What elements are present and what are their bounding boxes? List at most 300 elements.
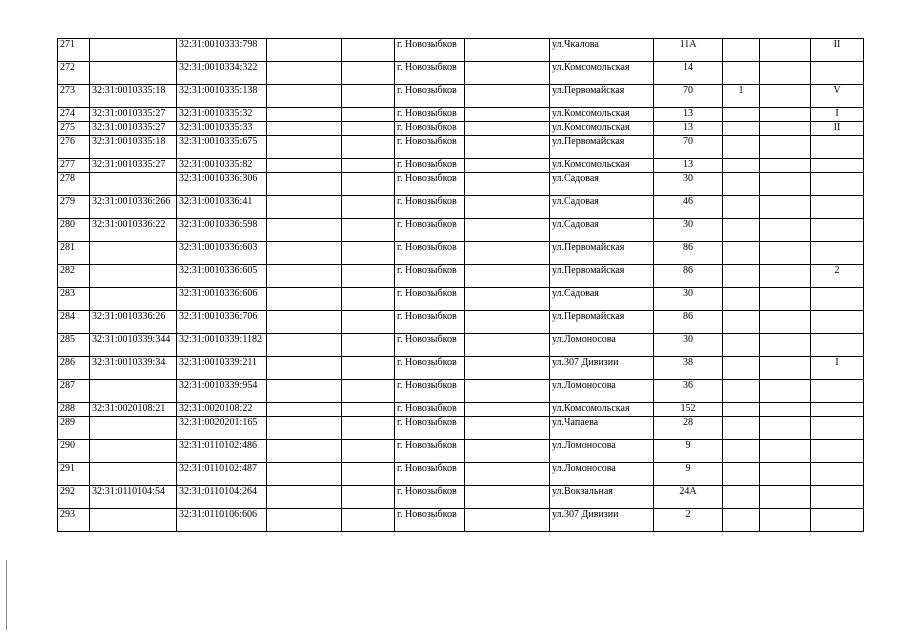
- marker-cell: [723, 196, 760, 219]
- cadastral-number-cell: 32:31:0010339:1182: [177, 334, 267, 357]
- house-number-cell: 13: [654, 108, 723, 122]
- house-number-cell: 24А: [654, 486, 723, 509]
- marker-cell: [723, 463, 760, 486]
- category-cell: [811, 196, 864, 219]
- parent-cadastral-cell: 32:31:0010335:27: [90, 122, 177, 136]
- empty-cell-10: [760, 417, 811, 440]
- cadastral-number-cell: 32:31:0010339:211: [177, 357, 267, 380]
- row-number-cell: 286: [58, 357, 90, 380]
- table-row: [58, 463, 864, 486]
- city-cell: г. Новозыбков: [395, 440, 465, 463]
- house-number-cell: 86: [654, 242, 723, 265]
- empty-cell-6: [465, 108, 550, 122]
- city-cell: г. Новозыбков: [395, 85, 465, 108]
- empty-cell-4: [342, 486, 395, 509]
- house-number-cell: 9: [654, 440, 723, 463]
- empty-cell-6: [465, 311, 550, 334]
- cadastral-number-cell: 32:31:0010336:598: [177, 219, 267, 242]
- empty-cell-6: [465, 196, 550, 219]
- house-number-cell: 14: [654, 62, 723, 85]
- marker-cell: [723, 265, 760, 288]
- marker-cell: [723, 311, 760, 334]
- empty-cell-6: [465, 219, 550, 242]
- street-cell: ул.Вокзальная: [550, 486, 654, 509]
- house-number-cell: 70: [654, 85, 723, 108]
- table-row: [58, 403, 864, 417]
- marker-cell: 1: [723, 85, 760, 108]
- empty-cell-3: [267, 486, 342, 509]
- cadastral-number-cell: 32:31:0010339:954: [177, 380, 267, 403]
- category-cell: [811, 242, 864, 265]
- city-cell: г. Новозыбков: [395, 403, 465, 417]
- empty-cell-4: [342, 265, 395, 288]
- city-cell: г. Новозыбков: [395, 380, 465, 403]
- marker-cell: [723, 242, 760, 265]
- parent-cadastral-cell: 32:31:0010339:34: [90, 357, 177, 380]
- table-row: [58, 242, 864, 265]
- city-cell: г. Новозыбков: [395, 108, 465, 122]
- category-cell: V: [811, 85, 864, 108]
- empty-cell-3: [267, 196, 342, 219]
- parent-cadastral-cell: [90, 62, 177, 85]
- street-cell: ул.Ломоносова: [550, 463, 654, 486]
- category-cell: [811, 219, 864, 242]
- empty-cell-6: [465, 440, 550, 463]
- empty-cell-6: [465, 509, 550, 532]
- table-row: [58, 334, 864, 357]
- table-row: [58, 159, 864, 173]
- cadastral-number-cell: 32:31:0010335:82: [177, 159, 267, 173]
- marker-cell: [723, 417, 760, 440]
- house-number-cell: 36: [654, 380, 723, 403]
- street-cell: ул.Садовая: [550, 288, 654, 311]
- category-cell: [811, 136, 864, 159]
- category-cell: I: [811, 357, 864, 380]
- empty-cell-3: [267, 39, 342, 62]
- empty-cell-10: [760, 440, 811, 463]
- empty-cell-3: [267, 62, 342, 85]
- marker-cell: [723, 159, 760, 173]
- category-cell: [811, 62, 864, 85]
- parent-cadastral-cell: [90, 173, 177, 196]
- marker-cell: [723, 403, 760, 417]
- cadastral-number-cell: 32:31:0010336:605: [177, 265, 267, 288]
- row-number-cell: 292: [58, 486, 90, 509]
- empty-cell-3: [267, 265, 342, 288]
- empty-cell-6: [465, 122, 550, 136]
- row-number-cell: 284: [58, 311, 90, 334]
- row-number-cell: 272: [58, 62, 90, 85]
- empty-cell-10: [760, 196, 811, 219]
- street-cell: ул.Ломоносова: [550, 334, 654, 357]
- table-row: [58, 39, 864, 62]
- category-cell: [811, 417, 864, 440]
- empty-cell-10: [760, 463, 811, 486]
- marker-cell: [723, 288, 760, 311]
- house-number-cell: 38: [654, 357, 723, 380]
- street-cell: ул.307 Дивизии: [550, 357, 654, 380]
- empty-cell-3: [267, 219, 342, 242]
- table-row: [58, 122, 864, 136]
- empty-cell-4: [342, 219, 395, 242]
- city-cell: г. Новозыбков: [395, 219, 465, 242]
- street-cell: ул.Первомайская: [550, 311, 654, 334]
- empty-cell-10: [760, 122, 811, 136]
- empty-cell-6: [465, 265, 550, 288]
- empty-cell-10: [760, 334, 811, 357]
- row-number-cell: 293: [58, 509, 90, 532]
- city-cell: г. Новозыбков: [395, 509, 465, 532]
- category-cell: [811, 403, 864, 417]
- empty-cell-6: [465, 62, 550, 85]
- cadastral-number-cell: 32:31:0010335:138: [177, 85, 267, 108]
- cadastral-number-cell: 32:31:0010336:706: [177, 311, 267, 334]
- parent-cadastral-cell: 32:31:0010336:26: [90, 311, 177, 334]
- city-cell: г. Новозыбков: [395, 136, 465, 159]
- empty-cell-10: [760, 242, 811, 265]
- empty-cell-6: [465, 288, 550, 311]
- row-number-cell: 282: [58, 265, 90, 288]
- cadastral-number-cell: 32:31:0010336:606: [177, 288, 267, 311]
- house-number-cell: 30: [654, 334, 723, 357]
- row-number-cell: 283: [58, 288, 90, 311]
- street-cell: ул.Комсомольская: [550, 62, 654, 85]
- house-number-cell: 30: [654, 288, 723, 311]
- empty-cell-10: [760, 219, 811, 242]
- empty-cell-6: [465, 85, 550, 108]
- row-number-cell: 288: [58, 403, 90, 417]
- category-cell: [811, 311, 864, 334]
- cadastral-number-cell: 32:31:0010336:306: [177, 173, 267, 196]
- marker-cell: [723, 62, 760, 85]
- parent-cadastral-cell: 32:31:0110104:54: [90, 486, 177, 509]
- row-number-cell: 289: [58, 417, 90, 440]
- empty-cell-10: [760, 311, 811, 334]
- table-row: [58, 486, 864, 509]
- parent-cadastral-cell: [90, 288, 177, 311]
- street-cell: ул.Комсомольская: [550, 159, 654, 173]
- empty-cell-3: [267, 159, 342, 173]
- empty-cell-3: [267, 417, 342, 440]
- empty-cell-6: [465, 417, 550, 440]
- empty-cell-10: [760, 265, 811, 288]
- row-number-cell: 281: [58, 242, 90, 265]
- row-number-cell: 277: [58, 159, 90, 173]
- empty-cell-3: [267, 357, 342, 380]
- row-number-cell: 276: [58, 136, 90, 159]
- parent-cadastral-cell: 32:31:0010336:266: [90, 196, 177, 219]
- house-number-cell: 2: [654, 509, 723, 532]
- parent-cadastral-cell: [90, 440, 177, 463]
- empty-cell-4: [342, 62, 395, 85]
- city-cell: г. Новозыбков: [395, 122, 465, 136]
- empty-cell-3: [267, 334, 342, 357]
- empty-cell-4: [342, 357, 395, 380]
- street-cell: ул.Комсомольская: [550, 122, 654, 136]
- empty-cell-10: [760, 85, 811, 108]
- marker-cell: [723, 486, 760, 509]
- empty-cell-4: [342, 380, 395, 403]
- empty-cell-6: [465, 173, 550, 196]
- cadastral-number-cell: 32:31:0020108:22: [177, 403, 267, 417]
- category-cell: [811, 486, 864, 509]
- marker-cell: [723, 219, 760, 242]
- empty-cell-4: [342, 509, 395, 532]
- empty-cell-10: [760, 39, 811, 62]
- row-number-cell: 278: [58, 173, 90, 196]
- empty-cell-4: [342, 173, 395, 196]
- row-number-cell: 279: [58, 196, 90, 219]
- empty-cell-4: [342, 440, 395, 463]
- marker-cell: [723, 357, 760, 380]
- table-row: [58, 265, 864, 288]
- city-cell: г. Новозыбков: [395, 288, 465, 311]
- row-number-cell: 271: [58, 39, 90, 62]
- table-row: [58, 288, 864, 311]
- marker-cell: [723, 440, 760, 463]
- parent-cadastral-cell: 32:31:0010335:18: [90, 85, 177, 108]
- empty-cell-3: [267, 108, 342, 122]
- street-cell: ул.Комсомольская: [550, 108, 654, 122]
- marker-cell: [723, 108, 760, 122]
- street-cell: ул.Садовая: [550, 219, 654, 242]
- empty-cell-4: [342, 108, 395, 122]
- city-cell: г. Новозыбков: [395, 486, 465, 509]
- category-cell: [811, 380, 864, 403]
- house-number-cell: 86: [654, 265, 723, 288]
- empty-cell-6: [465, 159, 550, 173]
- empty-cell-6: [465, 136, 550, 159]
- table-row: [58, 440, 864, 463]
- category-cell: [811, 463, 864, 486]
- empty-cell-10: [760, 108, 811, 122]
- parent-cadastral-cell: 32:31:0010335:18: [90, 136, 177, 159]
- street-cell: ул.Чкалова: [550, 39, 654, 62]
- street-cell: ул.Первомайская: [550, 242, 654, 265]
- cadastral-number-cell: 32:31:0010336:41: [177, 196, 267, 219]
- parent-cadastral-cell: [90, 265, 177, 288]
- empty-cell-10: [760, 509, 811, 532]
- empty-cell-4: [342, 39, 395, 62]
- empty-cell-6: [465, 403, 550, 417]
- category-cell: I: [811, 108, 864, 122]
- table-row: [58, 108, 864, 122]
- empty-cell-6: [465, 463, 550, 486]
- marker-cell: [723, 39, 760, 62]
- marker-cell: [723, 122, 760, 136]
- cadastral-number-cell: 32:31:0110104:264: [177, 486, 267, 509]
- street-cell: ул.307 Дивизии: [550, 509, 654, 532]
- empty-cell-3: [267, 173, 342, 196]
- parent-cadastral-cell: 32:31:0010335:27: [90, 159, 177, 173]
- register-table-body: [58, 39, 864, 532]
- parent-cadastral-cell: 32:31:0010336:22: [90, 219, 177, 242]
- empty-cell-6: [465, 357, 550, 380]
- empty-cell-4: [342, 334, 395, 357]
- table-row: [58, 85, 864, 108]
- street-cell: ул.Ломоносова: [550, 380, 654, 403]
- cadastral-number-cell: 32:31:0010336:603: [177, 242, 267, 265]
- table-row: [58, 219, 864, 242]
- table-row: [58, 380, 864, 403]
- cadastral-number-cell: 32:31:0010335:32: [177, 108, 267, 122]
- empty-cell-4: [342, 417, 395, 440]
- house-number-cell: 13: [654, 122, 723, 136]
- table-row: [58, 417, 864, 440]
- house-number-cell: 86: [654, 311, 723, 334]
- house-number-cell: 30: [654, 173, 723, 196]
- house-number-cell: 28: [654, 417, 723, 440]
- cadastral-number-cell: 32:31:0010335:675: [177, 136, 267, 159]
- parent-cadastral-cell: 32:31:0010339:344: [90, 334, 177, 357]
- table-row: [58, 173, 864, 196]
- category-cell: II: [811, 122, 864, 136]
- category-cell: 2: [811, 265, 864, 288]
- parent-cadastral-cell: [90, 417, 177, 440]
- empty-cell-4: [342, 136, 395, 159]
- cadastral-number-cell: 32:31:0020201:165: [177, 417, 267, 440]
- parent-cadastral-cell: 32:31:0020108:21: [90, 403, 177, 417]
- empty-cell-4: [342, 311, 395, 334]
- marker-cell: [723, 509, 760, 532]
- street-cell: ул.Садовая: [550, 196, 654, 219]
- parent-cadastral-cell: [90, 463, 177, 486]
- table-row: [58, 62, 864, 85]
- empty-cell-6: [465, 334, 550, 357]
- row-number-cell: 291: [58, 463, 90, 486]
- empty-cell-6: [465, 242, 550, 265]
- city-cell: г. Новозыбков: [395, 334, 465, 357]
- table-row: [58, 196, 864, 219]
- empty-cell-3: [267, 288, 342, 311]
- empty-cell-4: [342, 242, 395, 265]
- street-cell: ул.Первомайская: [550, 265, 654, 288]
- house-number-cell: 13: [654, 159, 723, 173]
- category-cell: [811, 334, 864, 357]
- street-cell: ул.Чапаева: [550, 417, 654, 440]
- row-number-cell: 285: [58, 334, 90, 357]
- empty-cell-3: [267, 380, 342, 403]
- street-cell: ул.Садовая: [550, 173, 654, 196]
- parent-cadastral-cell: [90, 242, 177, 265]
- city-cell: г. Новозыбков: [395, 62, 465, 85]
- table-row: [58, 357, 864, 380]
- row-number-cell: 275: [58, 122, 90, 136]
- table-row: [58, 136, 864, 159]
- empty-cell-3: [267, 122, 342, 136]
- parent-cadastral-cell: 32:31:0010335:27: [90, 108, 177, 122]
- cadastral-number-cell: 32:31:0110102:487: [177, 463, 267, 486]
- table-row: [58, 509, 864, 532]
- empty-cell-4: [342, 159, 395, 173]
- cadastral-number-cell: 32:31:0010334:322: [177, 62, 267, 85]
- empty-cell-3: [267, 242, 342, 265]
- street-cell: ул.Первомайская: [550, 85, 654, 108]
- city-cell: г. Новозыбков: [395, 242, 465, 265]
- empty-cell-10: [760, 159, 811, 173]
- city-cell: г. Новозыбков: [395, 173, 465, 196]
- cadastral-number-cell: 32:31:0110106:606: [177, 509, 267, 532]
- city-cell: г. Новозыбков: [395, 39, 465, 62]
- marker-cell: [723, 136, 760, 159]
- empty-cell-4: [342, 85, 395, 108]
- city-cell: г. Новозыбков: [395, 311, 465, 334]
- house-number-cell: 30: [654, 219, 723, 242]
- cadastral-number-cell: 32:31:0010335:33: [177, 122, 267, 136]
- empty-cell-4: [342, 196, 395, 219]
- empty-cell-10: [760, 357, 811, 380]
- category-cell: [811, 509, 864, 532]
- parent-cadastral-cell: [90, 380, 177, 403]
- empty-cell-3: [267, 463, 342, 486]
- parent-cadastral-cell: [90, 39, 177, 62]
- empty-cell-6: [465, 486, 550, 509]
- street-cell: ул.Первомайская: [550, 136, 654, 159]
- row-number-cell: 290: [58, 440, 90, 463]
- empty-cell-4: [342, 288, 395, 311]
- city-cell: г. Новозыбков: [395, 265, 465, 288]
- empty-cell-6: [465, 380, 550, 403]
- empty-cell-4: [342, 463, 395, 486]
- parent-cadastral-cell: [90, 509, 177, 532]
- empty-cell-10: [760, 380, 811, 403]
- table-row: [58, 311, 864, 334]
- street-cell: ул.Комсомольская: [550, 403, 654, 417]
- cadastral-number-cell: 32:31:0110102:486: [177, 440, 267, 463]
- city-cell: г. Новозыбков: [395, 196, 465, 219]
- house-number-cell: 46: [654, 196, 723, 219]
- city-cell: г. Новозыбков: [395, 357, 465, 380]
- category-cell: [811, 173, 864, 196]
- row-number-cell: 273: [58, 85, 90, 108]
- scan-margin-mark: [6, 560, 7, 630]
- city-cell: г. Новозыбков: [395, 463, 465, 486]
- category-cell: [811, 159, 864, 173]
- empty-cell-10: [760, 403, 811, 417]
- row-number-cell: 287: [58, 380, 90, 403]
- house-number-cell: 152: [654, 403, 723, 417]
- empty-cell-3: [267, 403, 342, 417]
- house-number-cell: 11А: [654, 39, 723, 62]
- empty-cell-6: [465, 39, 550, 62]
- empty-cell-4: [342, 403, 395, 417]
- empty-cell-10: [760, 288, 811, 311]
- empty-cell-3: [267, 85, 342, 108]
- street-cell: ул.Ломоносова: [550, 440, 654, 463]
- cadastral-number-cell: 32:31:0010333:798: [177, 39, 267, 62]
- row-number-cell: 280: [58, 219, 90, 242]
- city-cell: г. Новозыбков: [395, 159, 465, 173]
- category-cell: II: [811, 39, 864, 62]
- empty-cell-4: [342, 122, 395, 136]
- house-number-cell: 70: [654, 136, 723, 159]
- empty-cell-3: [267, 440, 342, 463]
- empty-cell-3: [267, 136, 342, 159]
- category-cell: [811, 288, 864, 311]
- house-number-cell: 9: [654, 463, 723, 486]
- category-cell: [811, 440, 864, 463]
- empty-cell-3: [267, 509, 342, 532]
- marker-cell: [723, 334, 760, 357]
- empty-cell-10: [760, 173, 811, 196]
- city-cell: г. Новозыбков: [395, 417, 465, 440]
- row-number-cell: 274: [58, 108, 90, 122]
- register-table: [57, 38, 864, 532]
- marker-cell: [723, 173, 760, 196]
- marker-cell: [723, 380, 760, 403]
- empty-cell-10: [760, 62, 811, 85]
- empty-cell-3: [267, 311, 342, 334]
